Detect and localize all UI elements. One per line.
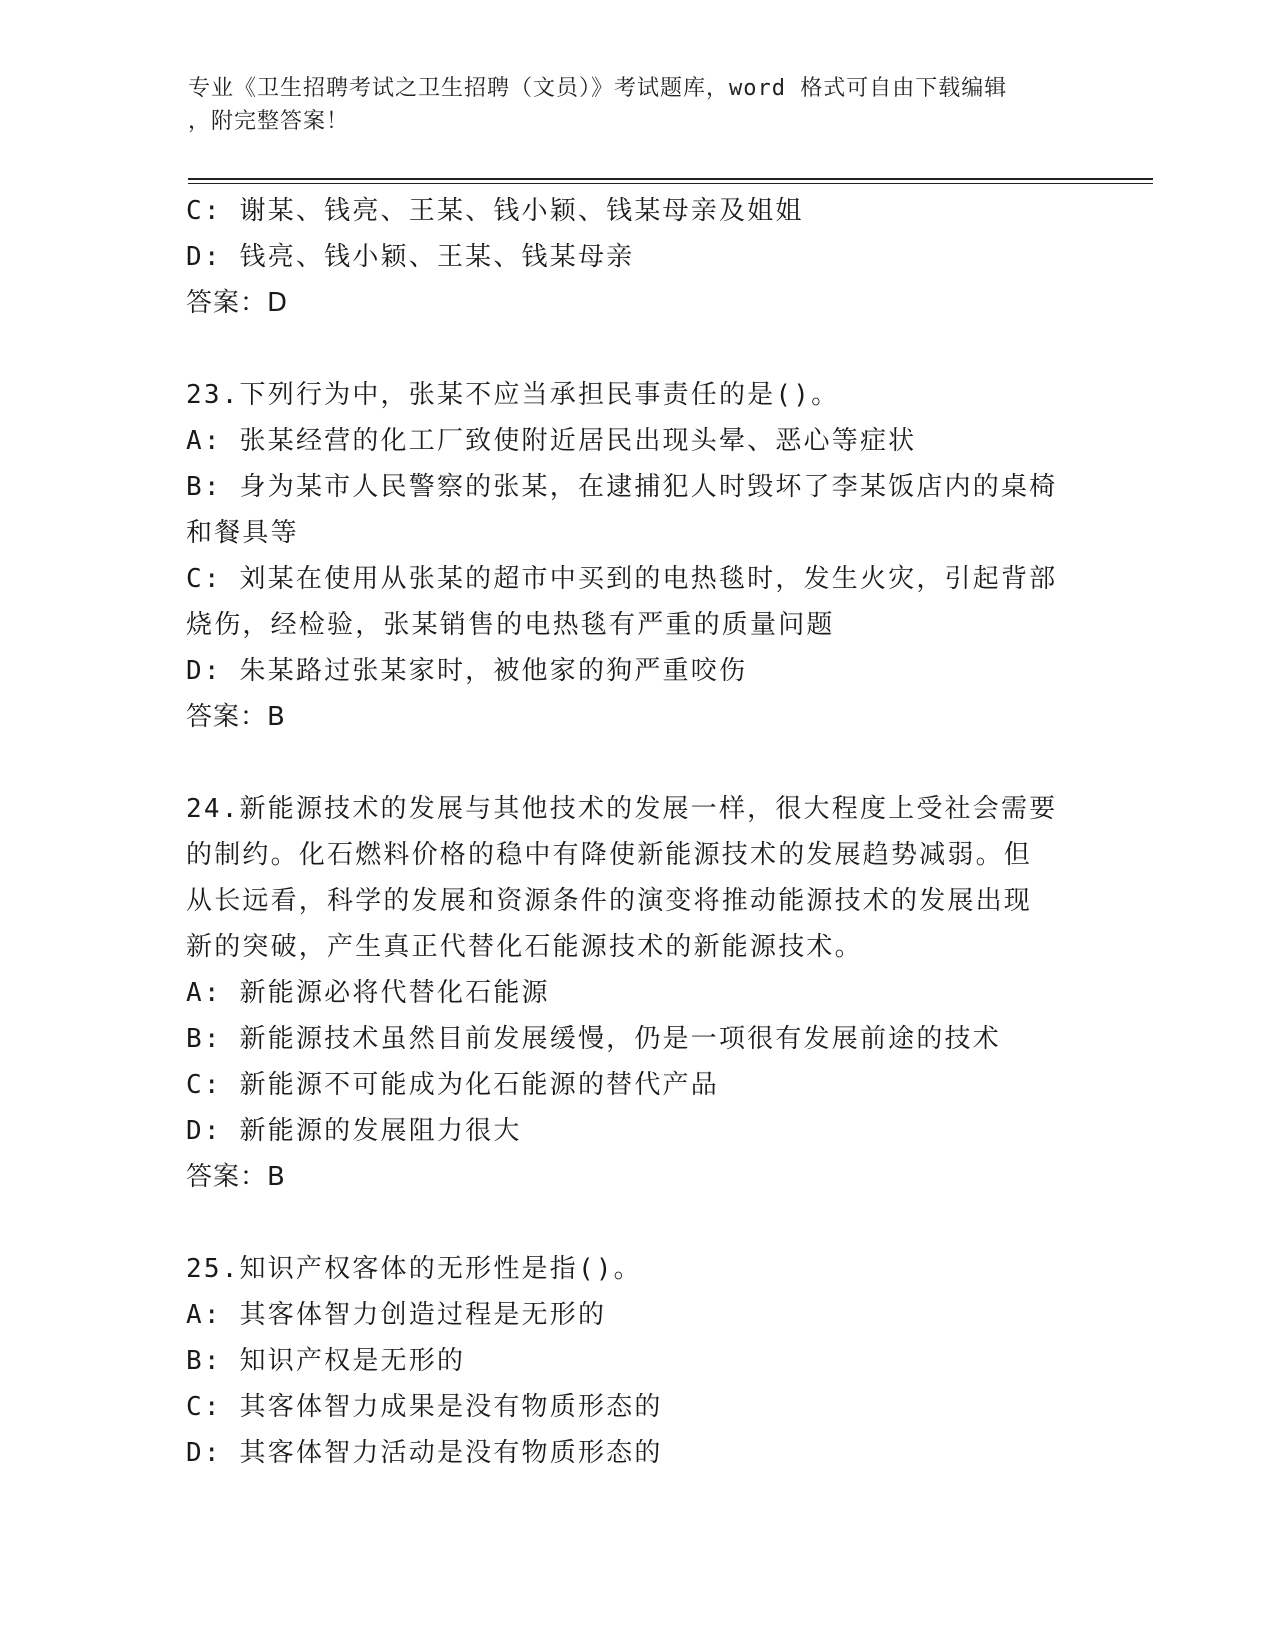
- spacer: [186, 1200, 1086, 1246]
- q24-stem-line-4: 新的突破，产生真正代替化石能源技术的新能源技术。: [186, 932, 863, 962]
- question-22-tail: [186, 188, 1086, 326]
- q23-option-c-line-1: C: 刘某在使用从张某的超市中买到的电热毯时，发生火灾，引起背部: [186, 564, 1058, 594]
- header-line-1: 专业《卫生招聘考试之卫生招聘（文员）》考试题库，word 格式可自由下载编辑: [188, 76, 1008, 101]
- q24-answer: 答案：B: [186, 1162, 286, 1192]
- document-header: [188, 72, 1068, 138]
- question-25: [186, 1246, 1086, 1476]
- q24-option-c: C: 新能源不可能成为化石能源的替代产品: [186, 1070, 719, 1100]
- q23-option-d: D: 朱某路过张某家时，被他家的狗严重咬伤: [186, 656, 748, 686]
- q23-option-b-line-2: 和餐具等: [186, 518, 299, 548]
- q23-option-a: A: 张某经营的化工厂致使附近居民出现头晕、恶心等症状: [186, 426, 917, 456]
- question-24: [186, 786, 1086, 1200]
- q25-option-d: D: 其客体智力活动是没有物质形态的: [186, 1438, 663, 1468]
- q22-answer: 答案：D: [186, 288, 289, 318]
- q25-stem: 25.知识产权客体的无形性是指()。: [186, 1254, 642, 1284]
- question-23: [186, 372, 1086, 740]
- q25-option-c: C: 其客体智力成果是没有物质形态的: [186, 1392, 663, 1422]
- q23-option-c-line-2: 烧伤，经检验，张某销售的电热毯有严重的质量问题: [186, 610, 835, 640]
- q24-stem-line-1: 24.新能源技术的发展与其他技术的发展一样，很大程度上受社会需要: [186, 794, 1058, 824]
- spacer: [186, 740, 1086, 786]
- q24-option-a: A: 新能源必将代替化石能源: [186, 978, 550, 1008]
- q24-option-b: B: 新能源技术虽然目前发展缓慢，仍是一项很有发展前途的技术: [186, 1024, 1001, 1054]
- q23-answer: 答案：B: [186, 702, 286, 732]
- question-content: [186, 188, 1086, 1476]
- header-rule-thin: [188, 183, 1153, 184]
- spacer: [186, 326, 1086, 372]
- header-rule-thick: [188, 178, 1153, 180]
- q24-stem-line-3: 从长远看，科学的发展和资源条件的演变将推动能源技术的发展出现: [186, 886, 1033, 916]
- q22-option-d: D: 钱亮、钱小颖、王某、钱某母亲: [186, 242, 635, 272]
- q23-option-b-line-1: B: 身为某市人民警察的张某，在逮捕犯人时毁坏了李某饭店内的桌椅: [186, 472, 1058, 502]
- q25-option-a: A: 其客体智力创造过程是无形的: [186, 1300, 607, 1330]
- q24-stem-line-2: 的制约。化石燃料价格的稳中有降使新能源技术的发展趋势减弱。但: [186, 840, 1033, 870]
- q22-option-c: C: 谢某、钱亮、王某、钱小颖、钱某母亲及姐姐: [186, 196, 804, 226]
- q25-option-b: B: 知识产权是无形的: [186, 1346, 466, 1376]
- q24-option-d: D: 新能源的发展阻力很大: [186, 1116, 522, 1146]
- q23-stem: 23.下列行为中，张某不应当承担民事责任的是()。: [186, 380, 840, 410]
- header-line-2: ，附完整答案！: [188, 109, 350, 134]
